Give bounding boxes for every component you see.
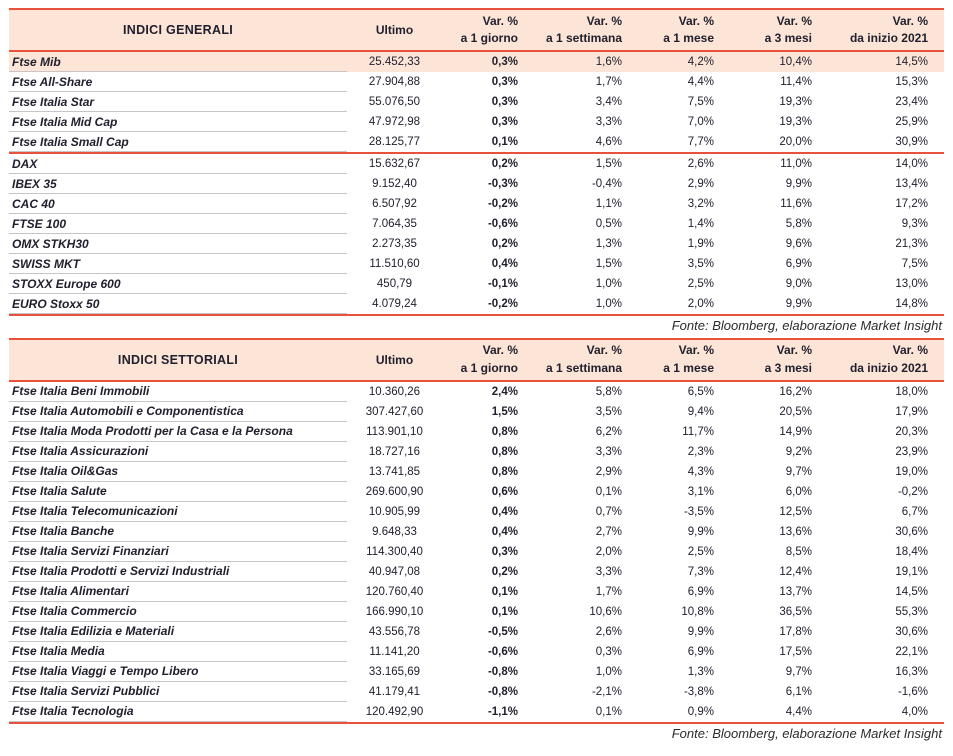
row-value-var: 10,4%	[779, 56, 812, 68]
row-value-var: 5,8%	[785, 218, 812, 230]
row-value-var: 6,7%	[901, 505, 928, 518]
row-value-var: 7,3%	[687, 565, 714, 578]
row-value-ultimo: 120.760,40	[365, 585, 424, 598]
column-header-var-line2: a 1 mese	[663, 31, 714, 45]
row-value-var: 2,9%	[687, 178, 714, 190]
row-value-var: 30,6%	[895, 625, 928, 638]
row-value-var: 17,9%	[895, 405, 928, 418]
column-header-var-line2: da inizio 2021	[849, 31, 928, 45]
column-header-var-line2: a 1 settimana	[545, 31, 622, 45]
column-header-var	[534, 13, 638, 48]
row-value-var: 12,4%	[779, 565, 812, 578]
row-value-var: 6,1%	[785, 685, 812, 698]
row-index-name: FTSE 100	[9, 214, 347, 234]
row-value-var: 4,6%	[595, 136, 622, 148]
row-value-ultimo: 15.632,67	[368, 158, 421, 170]
column-header-var-line1: Var. %	[586, 343, 622, 358]
row-index-name: Ftse Italia Servizi Finanziari	[9, 542, 347, 562]
table-row	[9, 522, 944, 542]
row-value-var: 2,6%	[595, 625, 622, 638]
row-value-var: -0,2%	[897, 485, 928, 498]
row-value-ultimo: 113.901,10	[366, 425, 423, 438]
row-value-var: 19,1%	[895, 565, 928, 578]
row-value-var: 0,1%	[595, 485, 622, 498]
row-value-var: -0,2%	[487, 198, 518, 210]
table-row	[9, 622, 944, 642]
table-row	[9, 112, 944, 132]
column-header-var-line2: da inizio 2021	[849, 360, 928, 375]
row-index-name: Ftse Italia Alimentari	[9, 582, 347, 602]
row-value-var: 9,4%	[687, 405, 714, 418]
row-value-var: -3,8%	[683, 685, 714, 698]
row-value-var: 3,2%	[687, 198, 714, 210]
row-value-ultimo: 120.492,90	[365, 705, 424, 718]
column-header-var-line2: a 3 mesi	[764, 31, 812, 45]
table-row	[9, 702, 944, 722]
row-value-var: 1,5%	[491, 405, 518, 418]
row-value-ultimo: 33.165,69	[368, 665, 421, 678]
table-row	[9, 132, 944, 152]
row-value-var: 19,3%	[779, 96, 812, 108]
row-value-var: 6,2%	[595, 425, 622, 438]
table-row	[9, 482, 944, 502]
column-header-var-line1: Var. %	[892, 13, 928, 28]
row-index-name: OMX STKH30	[9, 234, 347, 254]
row-value-var: 0,4%	[491, 258, 518, 270]
row-value-var: 4,0%	[901, 705, 928, 718]
row-index-name: DAX	[9, 154, 347, 174]
row-value-var: 11,6%	[780, 198, 812, 210]
row-value-var: 9,3%	[901, 218, 928, 230]
table-row	[9, 194, 944, 214]
row-value-var: 1,1%	[595, 198, 622, 210]
row-value-var: 14,5%	[895, 585, 928, 598]
row-value-var: 0,1%	[491, 136, 518, 148]
row-index-name: Ftse Italia Banche	[9, 522, 347, 542]
table-row	[9, 542, 944, 562]
column-header-var	[828, 342, 944, 377]
row-value-var: -0,8%	[487, 685, 518, 698]
column-header-ultimo: Ultimo	[375, 352, 414, 367]
row-value-ultimo: 9.152,40	[372, 178, 417, 190]
row-value-var: 4,3%	[687, 465, 714, 478]
row-value-var: 11,4%	[780, 76, 812, 88]
column-header-var	[730, 13, 828, 48]
column-header-var	[730, 342, 828, 377]
row-value-ultimo: 43.556,78	[368, 625, 421, 638]
row-value-var: 0,7%	[595, 505, 622, 518]
row-value-var: 1,9%	[687, 238, 714, 250]
row-index-name: Ftse Italia Servizi Pubblici	[9, 682, 347, 702]
row-value-var: 0,2%	[491, 158, 518, 170]
row-value-var: 0,2%	[491, 238, 518, 250]
row-value-var: 0,5%	[595, 218, 622, 230]
row-index-name: Ftse Italia Automobili e Componentistica	[9, 402, 347, 422]
row-value-var: 0,1%	[491, 605, 518, 618]
row-value-var: 2,4%	[491, 385, 518, 398]
row-index-name: Ftse Italia Prodotti e Servizi Industriali	[9, 562, 347, 582]
row-value-var: -0,2%	[487, 298, 518, 310]
row-value-ultimo: 10.360,26	[368, 385, 421, 398]
row-value-var: 13,4%	[895, 178, 928, 190]
row-value-ultimo: 4.079,24	[372, 298, 417, 310]
row-index-name: Ftse Italia Moda Prodotti per la Casa e la Persona	[9, 422, 347, 442]
table-row	[9, 382, 944, 402]
row-value-var: 0,3%	[491, 545, 518, 558]
table-row	[9, 462, 944, 482]
row-index-name: Ftse Italia Assicurazioni	[9, 442, 347, 462]
column-header-var-line1: Var. %	[482, 343, 518, 358]
row-value-var: 4,2%	[687, 56, 714, 68]
row-value-var: -0,5%	[487, 625, 518, 638]
table-row	[9, 402, 944, 422]
row-value-ultimo: 28.125,77	[368, 136, 421, 148]
row-value-var: 8,5%	[785, 545, 812, 558]
column-header-var-line1: Var. %	[678, 343, 714, 358]
row-value-var: 0,6%	[491, 485, 518, 498]
row-index-name: EURO Stoxx 50	[9, 294, 347, 314]
row-value-ultimo: 11.141,20	[369, 645, 420, 658]
row-value-var: -0,3%	[487, 178, 518, 190]
row-value-var: 9,9%	[687, 525, 714, 538]
row-index-name: Ftse Italia Star	[9, 92, 347, 112]
row-index-name: Ftse Italia Small Cap	[9, 132, 347, 152]
row-value-ultimo: 2.273,35	[372, 238, 417, 250]
table-row	[9, 92, 944, 112]
row-index-name: Ftse All-Share	[9, 72, 347, 92]
row-value-var: 3,5%	[687, 258, 714, 270]
row-value-var: 3,4%	[595, 96, 622, 108]
row-value-var: 3,3%	[595, 116, 622, 128]
table-row	[9, 174, 944, 194]
row-value-var: 1,7%	[595, 585, 622, 598]
row-value-var: 5,8%	[595, 385, 622, 398]
row-value-var: 36,5%	[779, 605, 812, 618]
table-row	[9, 72, 944, 92]
row-value-var: -2,1%	[591, 685, 622, 698]
row-value-ultimo: 40.947,08	[368, 565, 421, 578]
row-index-name: Ftse Italia Tecnologia	[9, 702, 347, 722]
table-row	[9, 582, 944, 602]
row-value-var: 19,0%	[895, 465, 928, 478]
row-value-var: 30,6%	[895, 525, 928, 538]
table-row	[9, 154, 944, 174]
row-index-name: CAC 40	[9, 194, 347, 214]
column-header-var	[638, 342, 730, 377]
row-value-var: -0,6%	[487, 218, 518, 230]
column-header-var-line1: Var. %	[776, 343, 812, 358]
column-header-var	[828, 13, 944, 48]
source-note: Fonte: Bloomberg, elaborazione Market Insight	[671, 318, 942, 333]
table-row	[9, 214, 944, 234]
row-value-var: 9,7%	[785, 665, 812, 678]
row-value-var: 20,0%	[779, 136, 812, 148]
row-index-name: Ftse Italia Oil&Gas	[9, 462, 347, 482]
column-header-var-line1: Var. %	[776, 13, 812, 28]
row-value-var: 4,4%	[687, 76, 714, 88]
column-header-var-line1: Var. %	[678, 13, 714, 28]
row-value-var: 18,4%	[895, 545, 928, 558]
row-value-ultimo: 41.179,41	[368, 685, 421, 698]
column-header-var-line1: Var. %	[892, 343, 928, 358]
row-value-var: 7,7%	[687, 136, 714, 148]
row-value-var: 0,2%	[491, 565, 518, 578]
row-value-var: 6,9%	[687, 645, 714, 658]
row-value-ultimo: 6.507,92	[372, 198, 417, 210]
row-value-var: 14,0%	[895, 158, 928, 170]
row-value-var: 3,1%	[687, 485, 714, 498]
row-value-var: 0,3%	[491, 76, 518, 88]
table-row	[9, 294, 944, 314]
row-value-var: 1,5%	[595, 158, 622, 170]
column-header-var-line2: a 1 giorno	[460, 31, 518, 45]
source-note: Fonte: Bloomberg, elaborazione Market Insight	[671, 725, 942, 741]
table-row	[9, 52, 944, 72]
table-row	[9, 562, 944, 582]
row-index-name: Ftse Italia Salute	[9, 482, 347, 502]
row-value-var: 3,3%	[595, 565, 622, 578]
row-value-var: -0,8%	[487, 665, 518, 678]
row-value-var: 19,3%	[779, 116, 812, 128]
row-value-var: 2,5%	[687, 545, 714, 558]
row-value-var: 14,9%	[779, 425, 812, 438]
row-value-var: 2,9%	[595, 465, 622, 478]
column-header-var	[534, 342, 638, 377]
row-value-var: 14,8%	[895, 298, 928, 310]
row-value-var: 17,5%	[779, 645, 812, 658]
row-value-var: 2,6%	[687, 158, 714, 170]
row-value-var: 2,0%	[687, 298, 714, 310]
row-value-var: 23,4%	[895, 96, 928, 108]
row-value-var: 9,9%	[687, 625, 714, 638]
row-value-var: 1,0%	[595, 278, 622, 290]
row-value-var: 1,7%	[595, 76, 622, 88]
row-value-var: 2,0%	[595, 545, 622, 558]
row-value-var: 18,0%	[895, 385, 928, 398]
row-index-name: Ftse Italia Edilizia e Materiali	[9, 622, 347, 642]
row-value-var: 0,4%	[491, 505, 518, 518]
row-value-var: 1,3%	[595, 238, 622, 250]
row-value-var: 55,3%	[895, 605, 928, 618]
table-row	[9, 254, 944, 274]
row-value-var: 0,1%	[491, 585, 518, 598]
row-value-var: 2,5%	[687, 278, 714, 290]
row-value-var: 30,9%	[895, 136, 928, 148]
row-value-var: 0,3%	[491, 116, 518, 128]
row-value-var: 1,0%	[595, 298, 622, 310]
row-value-var: -1,1%	[487, 705, 518, 718]
row-value-var: 1,4%	[687, 218, 714, 230]
row-value-var: 13,7%	[779, 585, 812, 598]
row-value-ultimo: 166.990,10	[365, 605, 424, 618]
row-value-var: 11,7%	[682, 425, 714, 438]
table-row	[9, 662, 944, 682]
row-value-ultimo: 13.741,85	[368, 465, 421, 478]
row-value-var: 0,8%	[491, 425, 518, 438]
row-value-var: 17,2%	[895, 198, 928, 210]
row-value-ultimo: 55.076,50	[368, 96, 421, 108]
row-value-ultimo: 450,79	[376, 278, 413, 290]
row-value-var: 9,7%	[785, 465, 812, 478]
row-value-var: 10,8%	[681, 605, 714, 618]
row-value-var: 16,2%	[779, 385, 812, 398]
row-value-var: 23,9%	[895, 445, 928, 458]
row-index-name: Ftse Italia Media	[9, 642, 347, 662]
row-value-ultimo: 47.972,98	[368, 116, 421, 128]
row-value-var: 9,0%	[785, 278, 812, 290]
table-row	[9, 274, 944, 294]
table-title: INDICI GENERALI	[122, 23, 234, 37]
row-value-ultimo: 269.600,90	[365, 485, 424, 498]
row-value-var: 25,9%	[895, 116, 928, 128]
table-row	[9, 442, 944, 462]
row-value-var: 4,4%	[785, 705, 812, 718]
row-value-var: 1,3%	[687, 665, 714, 678]
table-row	[9, 502, 944, 522]
row-value-var: 20,3%	[895, 425, 928, 438]
table-row	[9, 422, 944, 442]
row-value-var: 0,3%	[491, 96, 518, 108]
column-header-var-line2: a 1 settimana	[545, 360, 622, 375]
row-value-var: 1,5%	[595, 258, 622, 270]
column-header-var	[442, 13, 534, 48]
table-row	[9, 602, 944, 622]
row-index-name: Ftse Italia Beni Immobili	[9, 382, 347, 402]
row-value-var: 7,5%	[687, 96, 714, 108]
row-value-var: 6,5%	[687, 385, 714, 398]
row-value-var: 6,0%	[785, 485, 812, 498]
row-value-var: 1,6%	[595, 56, 622, 68]
row-value-var: 20,5%	[779, 405, 812, 418]
row-value-ultimo: 27.904,88	[368, 76, 421, 88]
column-header-ultimo: Ultimo	[375, 23, 414, 37]
row-index-name: Ftse Italia Mid Cap	[9, 112, 347, 132]
row-value-var: 3,5%	[595, 405, 622, 418]
row-index-name: Ftse Mib	[9, 52, 347, 72]
row-value-var: 17,8%	[779, 625, 812, 638]
row-value-var: 7,0%	[687, 116, 714, 128]
row-value-var: 0,8%	[491, 465, 518, 478]
table-row	[9, 642, 944, 662]
row-value-var: 22,1%	[895, 645, 928, 658]
row-value-var: 0,9%	[687, 705, 714, 718]
row-value-var: 6,9%	[785, 258, 812, 270]
row-value-var: -0,6%	[487, 645, 518, 658]
table-indici-settoriali	[9, 338, 944, 724]
row-value-var: 10,6%	[589, 605, 622, 618]
table-indici-generali	[9, 8, 944, 316]
row-index-name: Ftse Italia Viaggi e Tempo Libero	[9, 662, 347, 682]
row-value-var: 9,9%	[785, 298, 812, 310]
row-index-name: SWISS MKT	[9, 254, 347, 274]
column-header-var-line2: a 1 mese	[663, 360, 714, 375]
row-value-var: -0,4%	[591, 178, 622, 190]
row-value-var: 2,3%	[687, 445, 714, 458]
row-value-var: 9,2%	[785, 445, 812, 458]
row-value-var: 12,5%	[779, 505, 812, 518]
tables-root	[9, 8, 944, 745]
row-value-var: 2,7%	[595, 525, 622, 538]
row-value-var: 3,3%	[595, 445, 622, 458]
row-index-name: STOXX Europe 600	[9, 274, 347, 294]
row-value-var: 11,0%	[780, 158, 812, 170]
column-header-var	[638, 13, 730, 48]
row-value-var: 0,3%	[595, 645, 622, 658]
row-value-var: 7,5%	[901, 258, 928, 270]
row-value-var: 13,0%	[895, 278, 928, 290]
row-value-var: 0,3%	[491, 56, 518, 68]
row-value-ultimo: 114.300,40	[366, 545, 423, 558]
column-header-var-line1: Var. %	[586, 13, 622, 28]
table-row	[9, 234, 944, 254]
row-index-name: Ftse Italia Telecomunicazioni	[9, 502, 347, 522]
column-header-var	[442, 342, 534, 377]
column-header-var-line1: Var. %	[482, 13, 518, 28]
row-value-var: -1,6%	[897, 685, 928, 698]
table-row	[9, 682, 944, 702]
row-value-ultimo: 9.648,33	[372, 525, 417, 538]
row-value-var: 9,6%	[785, 238, 812, 250]
row-value-var: -3,5%	[683, 505, 714, 518]
row-value-ultimo: 11.510,60	[369, 258, 420, 270]
column-header-var-line2: a 1 giorno	[460, 360, 518, 375]
row-value-var: 0,1%	[595, 705, 622, 718]
row-index-name: Ftse Italia Commercio	[9, 602, 347, 622]
row-value-var: 0,4%	[491, 525, 518, 538]
row-value-ultimo: 10.905,99	[368, 505, 421, 518]
row-value-var: 0,8%	[491, 445, 518, 458]
row-value-var: 21,3%	[895, 238, 928, 250]
table-title: INDICI SETTORIALI	[117, 352, 239, 367]
row-value-ultimo: 7.064,35	[372, 218, 417, 230]
row-value-var: 15,3%	[895, 76, 928, 88]
table-header-indici-generali	[9, 8, 944, 52]
row-value-var: -0,1%	[487, 278, 518, 290]
row-value-ultimo: 25.452,33	[368, 56, 421, 68]
column-header-var-line2: a 3 mesi	[764, 360, 812, 375]
row-value-var: 1,0%	[595, 665, 622, 678]
row-value-var: 9,9%	[785, 178, 812, 190]
row-index-name: IBEX 35	[9, 174, 347, 194]
row-value-var: 6,9%	[687, 585, 714, 598]
row-value-var: 16,3%	[895, 665, 928, 678]
row-value-ultimo: 18.727,16	[368, 445, 421, 458]
row-value-var: 14,5%	[895, 56, 928, 68]
row-value-ultimo: 307.427,60	[365, 405, 424, 418]
table-header-indici-settoriali	[9, 338, 944, 382]
row-value-var: 13,6%	[779, 525, 812, 538]
